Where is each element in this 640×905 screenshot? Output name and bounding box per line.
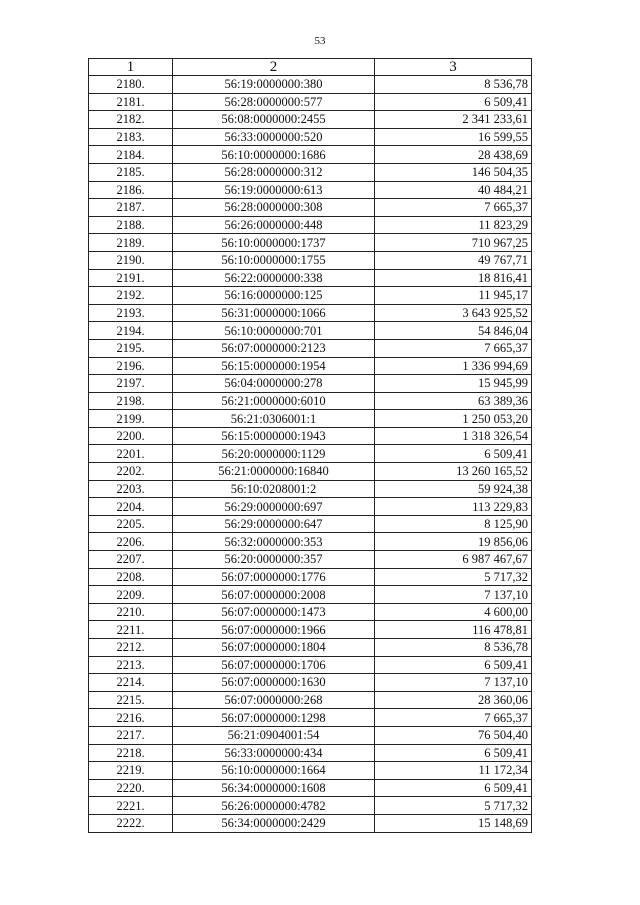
cadastral-value-cell: 40 484,21: [375, 181, 532, 199]
cadastral-number-cell: 56:07:0000000:1776: [173, 568, 375, 586]
table-row: [89, 639, 532, 657]
cadastral-number-cell: 56:07:0000000:1706: [173, 656, 375, 674]
table-row: [89, 216, 532, 234]
cadastral-number-cell: 56:26:0000000:448: [173, 216, 375, 234]
cadastral-value-cell: 76 504,40: [375, 726, 532, 744]
table-row: [89, 322, 532, 340]
cadastral-number-cell: 56:20:0000000:357: [173, 551, 375, 569]
table-body: [89, 76, 532, 833]
cadastral-value-cell: 4 600,00: [375, 603, 532, 621]
cadastral-value-cell: 8 536,78: [375, 76, 532, 94]
row-number-cell: 2215.: [89, 691, 173, 709]
table-row: [89, 392, 532, 410]
row-number-cell: 2220.: [89, 779, 173, 797]
table-row: [89, 814, 532, 832]
cadastral-number-cell: 56:10:0000000:701: [173, 322, 375, 340]
cadastral-value-cell: 13 260 165,52: [375, 463, 532, 481]
cadastral-number-cell: 56:10:0208001:2: [173, 480, 375, 498]
row-number-cell: 2181.: [89, 93, 173, 111]
cadastral-number-cell: 56:08:0000000:2455: [173, 111, 375, 129]
table-row: [89, 410, 532, 428]
table-row: [89, 515, 532, 533]
cadastral-number-cell: 56:28:0000000:577: [173, 93, 375, 111]
table-row: [89, 709, 532, 727]
table-row: [89, 480, 532, 498]
cadastral-number-cell: 56:10:0000000:1755: [173, 251, 375, 269]
cadastral-number-cell: 56:22:0000000:338: [173, 269, 375, 287]
cadastral-value-cell: 15 945,99: [375, 375, 532, 393]
cadastral-value-cell: 8 536,78: [375, 639, 532, 657]
cadastral-number-cell: 56:10:0000000:1686: [173, 146, 375, 164]
row-number-cell: 2187.: [89, 199, 173, 217]
table-header-row: [89, 59, 532, 76]
cadastral-value-cell: 1 318 326,54: [375, 427, 532, 445]
cadastral-number-cell: 56:21:0000000:16840: [173, 463, 375, 481]
cadastral-value-cell: 49 767,71: [375, 251, 532, 269]
column-header-cadastral-number: 2: [173, 59, 375, 76]
cadastral-value-cell: 146 504,35: [375, 163, 532, 181]
table-row: [89, 251, 532, 269]
cadastral-number-cell: 56:07:0000000:268: [173, 691, 375, 709]
column-header-number: 1: [89, 59, 173, 76]
row-number-cell: 2185.: [89, 163, 173, 181]
table-row: [89, 269, 532, 287]
table-row: [89, 603, 532, 621]
row-number-cell: 2193.: [89, 304, 173, 322]
cadastral-number-cell: 56:15:0000000:1954: [173, 357, 375, 375]
table-row: [89, 463, 532, 481]
row-number-cell: 2192.: [89, 287, 173, 305]
table-row: [89, 111, 532, 129]
row-number-cell: 2201.: [89, 445, 173, 463]
row-number-cell: 2186.: [89, 181, 173, 199]
row-number-cell: 2199.: [89, 410, 173, 428]
table-row: [89, 339, 532, 357]
cadastral-value-cell: 6 509,41: [375, 445, 532, 463]
cadastral-number-cell: 56:29:0000000:647: [173, 515, 375, 533]
cadastral-number-cell: 56:34:0000000:2429: [173, 814, 375, 832]
cadastral-value-cell: 7 665,37: [375, 339, 532, 357]
row-number-cell: 2184.: [89, 146, 173, 164]
row-number-cell: 2194.: [89, 322, 173, 340]
cadastral-number-cell: 56:15:0000000:1943: [173, 427, 375, 445]
row-number-cell: 2190.: [89, 251, 173, 269]
table-row: [89, 726, 532, 744]
cadastral-number-cell: 56:19:0000000:380: [173, 76, 375, 94]
cadastral-number-cell: 56:21:0306001:1: [173, 410, 375, 428]
row-number-cell: 2211.: [89, 621, 173, 639]
row-number-cell: 2208.: [89, 568, 173, 586]
cadastral-value-cell: 710 967,25: [375, 234, 532, 252]
row-number-cell: 2196.: [89, 357, 173, 375]
cadastral-value-cell: 6 987 467,67: [375, 551, 532, 569]
cadastral-number-cell: 56:10:0000000:1737: [173, 234, 375, 252]
cadastral-number-cell: 56:16:0000000:125: [173, 287, 375, 305]
cadastral-value-cell: 5 717,32: [375, 797, 532, 815]
cadastral-number-cell: 56:07:0000000:1298: [173, 709, 375, 727]
cadastral-value-cell: 11 945,17: [375, 287, 532, 305]
table-row: [89, 146, 532, 164]
cadastral-value-cell: 11 172,34: [375, 762, 532, 780]
row-number-cell: 2198.: [89, 392, 173, 410]
cadastral-value-cell: 7 137,10: [375, 674, 532, 692]
row-number-cell: 2191.: [89, 269, 173, 287]
cadastral-number-cell: 56:28:0000000:312: [173, 163, 375, 181]
cadastral-number-cell: 56:33:0000000:434: [173, 744, 375, 762]
cadastral-value-cell: 7 137,10: [375, 586, 532, 604]
cadastral-number-cell: 56:07:0000000:2008: [173, 586, 375, 604]
row-number-cell: 2202.: [89, 463, 173, 481]
cadastral-number-cell: 56:07:0000000:1966: [173, 621, 375, 639]
cadastral-value-cell: 8 125,90: [375, 515, 532, 533]
cadastral-value-table: [88, 58, 532, 833]
table-row: [89, 656, 532, 674]
cadastral-value-cell: 6 509,41: [375, 744, 532, 762]
cadastral-value-cell: 28 438,69: [375, 146, 532, 164]
cadastral-number-cell: 56:21:0000000:6010: [173, 392, 375, 410]
table-row: [89, 797, 532, 815]
row-number-cell: 2214.: [89, 674, 173, 692]
cadastral-value-cell: 7 665,37: [375, 709, 532, 727]
row-number-cell: 2180.: [89, 76, 173, 94]
table-row: [89, 744, 532, 762]
row-number-cell: 2183.: [89, 128, 173, 146]
table-row: [89, 533, 532, 551]
cadastral-number-cell: 56:29:0000000:697: [173, 498, 375, 516]
row-number-cell: 2189.: [89, 234, 173, 252]
cadastral-value-cell: 116 478,81: [375, 621, 532, 639]
row-number-cell: 2203.: [89, 480, 173, 498]
table-row: [89, 163, 532, 181]
cadastral-number-cell: 56:07:0000000:1473: [173, 603, 375, 621]
cadastral-number-cell: 56:10:0000000:1664: [173, 762, 375, 780]
cadastral-value-cell: 18 816,41: [375, 269, 532, 287]
cadastral-number-cell: 56:34:0000000:1608: [173, 779, 375, 797]
cadastral-value-cell: 5 717,32: [375, 568, 532, 586]
cadastral-value-cell: 2 341 233,61: [375, 111, 532, 129]
cadastral-value-cell: 7 665,37: [375, 199, 532, 217]
row-number-cell: 2200.: [89, 427, 173, 445]
cadastral-number-cell: 56:31:0000000:1066: [173, 304, 375, 322]
cadastral-value-cell: 6 509,41: [375, 93, 532, 111]
row-number-cell: 2204.: [89, 498, 173, 516]
cadastral-value-cell: 16 599,55: [375, 128, 532, 146]
cadastral-number-cell: 56:26:0000000:4782: [173, 797, 375, 815]
cadastral-value-cell: 54 846,04: [375, 322, 532, 340]
table-row: [89, 287, 532, 305]
row-number-cell: 2222.: [89, 814, 173, 832]
cadastral-number-cell: 56:07:0000000:2123: [173, 339, 375, 357]
row-number-cell: 2205.: [89, 515, 173, 533]
row-number-cell: 2197.: [89, 375, 173, 393]
row-number-cell: 2217.: [89, 726, 173, 744]
table-row: [89, 498, 532, 516]
row-number-cell: 2207.: [89, 551, 173, 569]
table-row: [89, 199, 532, 217]
row-number-cell: 2210.: [89, 603, 173, 621]
table-row: [89, 621, 532, 639]
table-row: [89, 304, 532, 322]
row-number-cell: 2195.: [89, 339, 173, 357]
cadastral-number-cell: 56:33:0000000:520: [173, 128, 375, 146]
row-number-cell: 2212.: [89, 639, 173, 657]
cadastral-number-cell: 56:07:0000000:1630: [173, 674, 375, 692]
table-row: [89, 691, 532, 709]
cadastral-value-cell: 59 924,38: [375, 480, 532, 498]
cadastral-value-cell: 6 509,41: [375, 656, 532, 674]
row-number-cell: 2221.: [89, 797, 173, 815]
table-row: [89, 93, 532, 111]
cadastral-value-cell: 15 148,69: [375, 814, 532, 832]
cadastral-value-cell: 19 856,06: [375, 533, 532, 551]
cadastral-value-cell: 11 823,29: [375, 216, 532, 234]
row-number-cell: 2206.: [89, 533, 173, 551]
table-row: [89, 375, 532, 393]
table-row: [89, 762, 532, 780]
cadastral-number-cell: 56:28:0000000:308: [173, 199, 375, 217]
table-row: [89, 234, 532, 252]
table-row: [89, 568, 532, 586]
cadastral-number-cell: 56:20:0000000:1129: [173, 445, 375, 463]
cadastral-number-cell: 56:07:0000000:1804: [173, 639, 375, 657]
table-row: [89, 586, 532, 604]
cadastral-number-cell: 56:32:0000000:353: [173, 533, 375, 551]
row-number-cell: 2182.: [89, 111, 173, 129]
row-number-cell: 2188.: [89, 216, 173, 234]
table-row: [89, 445, 532, 463]
row-number-cell: 2218.: [89, 744, 173, 762]
table-row: [89, 76, 532, 94]
table-row: [89, 779, 532, 797]
row-number-cell: 2213.: [89, 656, 173, 674]
cadastral-number-cell: 56:04:0000000:278: [173, 375, 375, 393]
table-row: [89, 427, 532, 445]
cadastral-value-cell: 1 250 053,20: [375, 410, 532, 428]
cadastral-value-cell: 6 509,41: [375, 779, 532, 797]
cadastral-value-cell: 28 360,06: [375, 691, 532, 709]
table-row: [89, 181, 532, 199]
column-header-value: 3: [375, 59, 532, 76]
cadastral-value-cell: 3 643 925,52: [375, 304, 532, 322]
cadastral-value-cell: 1 336 994,69: [375, 357, 532, 375]
table-row: [89, 128, 532, 146]
table-row: [89, 357, 532, 375]
cadastral-value-cell: 63 389,36: [375, 392, 532, 410]
cadastral-number-cell: 56:19:0000000:613: [173, 181, 375, 199]
row-number-cell: 2219.: [89, 762, 173, 780]
row-number-cell: 2209.: [89, 586, 173, 604]
table-row: [89, 551, 532, 569]
row-number-cell: 2216.: [89, 709, 173, 727]
cadastral-value-cell: 113 229,83: [375, 498, 532, 516]
table-row: [89, 674, 532, 692]
cadastral-number-cell: 56:21:0904001:54: [173, 726, 375, 744]
page-number: 53: [314, 35, 326, 47]
